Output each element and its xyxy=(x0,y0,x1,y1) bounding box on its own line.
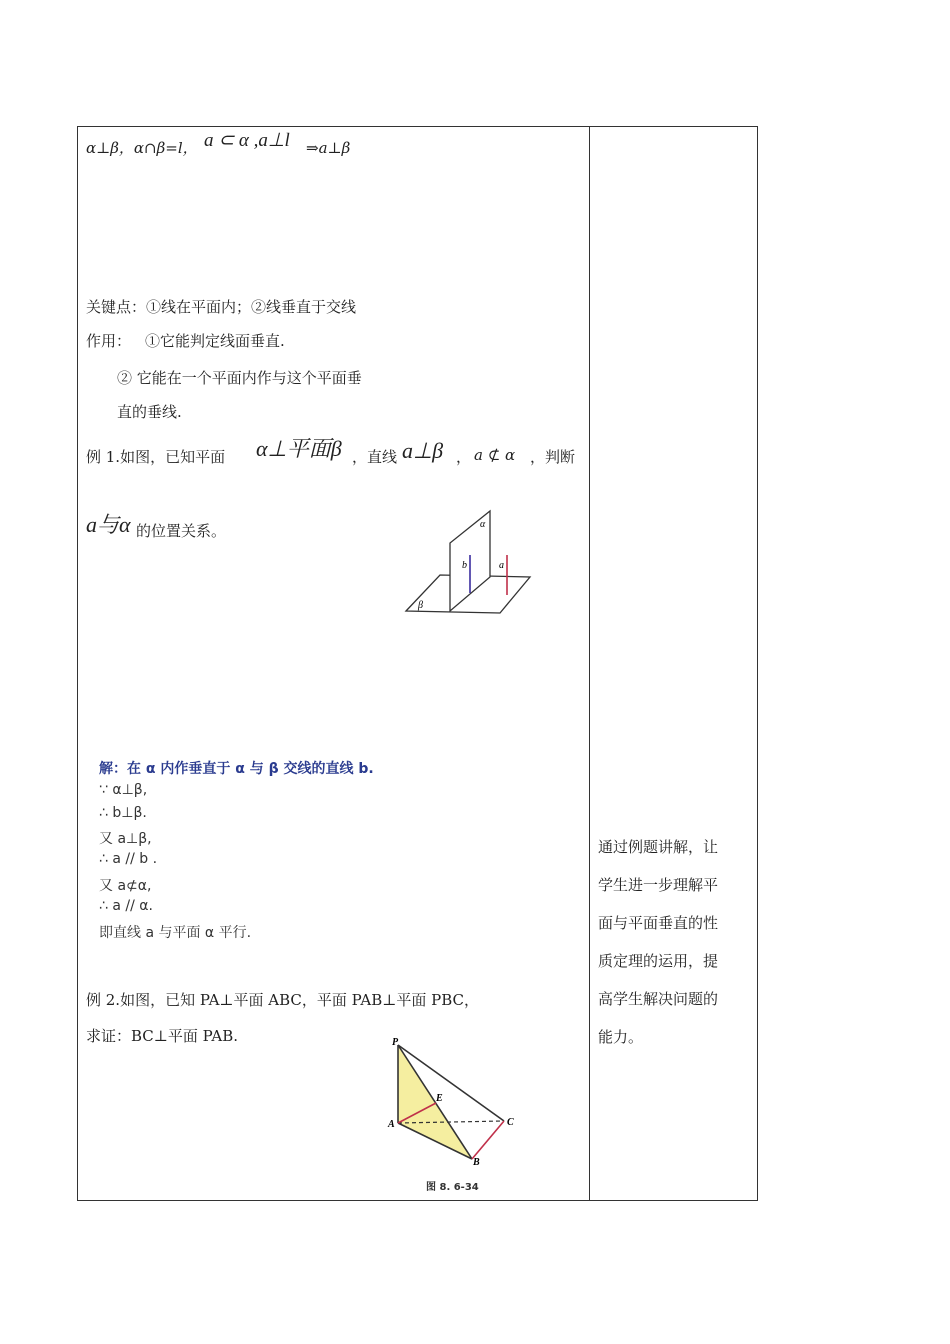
usage-label: 作用： xyxy=(86,332,132,350)
solution-line-1: 解：在 α 内作垂直于 α 与 β 交线的直线 b. xyxy=(99,761,374,777)
solution-line-7: ∴ a // α. xyxy=(99,898,153,914)
label-e: E xyxy=(436,1093,443,1104)
column-divider xyxy=(589,126,590,1201)
example1-text-e: 的位置关系。 xyxy=(136,522,227,540)
example2-line-1: 例 2.如图，已知 PA⊥平面 ABC，平面 PAB⊥平面 PBC， xyxy=(86,991,479,1009)
teaching-note-line: 通过例题讲解，让 xyxy=(598,838,719,856)
theorem-formula: a ⊂ α ,a⊥l xyxy=(204,130,290,151)
edge-bc xyxy=(472,1121,504,1159)
solution-line-4: 又 a⊥β, xyxy=(99,831,152,847)
example1-formula-4: a与α xyxy=(86,512,131,537)
label-p: P xyxy=(392,1037,399,1048)
solution-line-8: 即直线 a 与平面 α 平行. xyxy=(99,925,252,941)
label-alpha: α xyxy=(480,519,486,530)
teaching-note-line: 面与平面垂直的性 xyxy=(598,914,719,932)
solution-line-2: ∵ α⊥β, xyxy=(99,782,148,798)
label-b: B xyxy=(473,1157,480,1168)
teaching-note-line: 高学生解决问题的 xyxy=(598,990,719,1008)
usage-item-2a: ② 它能在一个平面内作与这个平面垂 xyxy=(117,369,362,387)
example1-figure xyxy=(400,505,535,620)
solution-line-5: ∴ a // b . xyxy=(99,851,158,867)
example2-figure xyxy=(380,1035,540,1200)
example1-text-b: ，直线 xyxy=(352,448,398,466)
example2-line-2: 求证：BC⊥平面 PAB. xyxy=(86,1027,238,1045)
key-points: 关键点：①线在平面内；②线垂直于交线 xyxy=(86,298,357,316)
theorem-prefix: α⊥β，α∩β=l， xyxy=(86,139,198,157)
figure-caption: 图 8. 6-34 xyxy=(426,1182,479,1193)
usage-item-2b: 直的垂线. xyxy=(117,403,182,421)
label-c: C xyxy=(507,1117,514,1128)
label-a: a xyxy=(499,560,504,571)
example1-formula-1: α⊥平面β xyxy=(256,436,342,461)
teaching-note-line: 质定理的运用，提 xyxy=(598,952,719,970)
teaching-note xyxy=(598,828,738,1056)
example1-text-a: 例 1.如图，已知平面 xyxy=(86,448,226,466)
teaching-note-line: 学生进一步理解平 xyxy=(598,876,719,894)
label-b: b xyxy=(462,560,467,571)
usage-item-1: ①它能判定线面垂直. xyxy=(145,332,285,350)
solution-line-3: ∴ b⊥β. xyxy=(99,805,147,821)
example1-formula-3: a ⊄ α xyxy=(474,446,516,464)
example1-text-c: ， xyxy=(456,448,472,466)
teaching-note-line: 能力。 xyxy=(598,1028,644,1046)
solution-block xyxy=(99,742,374,942)
solution-line-6: 又 a⊄α, xyxy=(99,878,152,894)
example1-formula-2: a⊥β xyxy=(402,438,444,463)
theorem-result: ⇒a⊥β xyxy=(306,139,351,157)
label-beta: β xyxy=(418,600,423,611)
example1-text-d: ，判断 xyxy=(530,448,576,466)
label-a: A xyxy=(388,1119,395,1130)
